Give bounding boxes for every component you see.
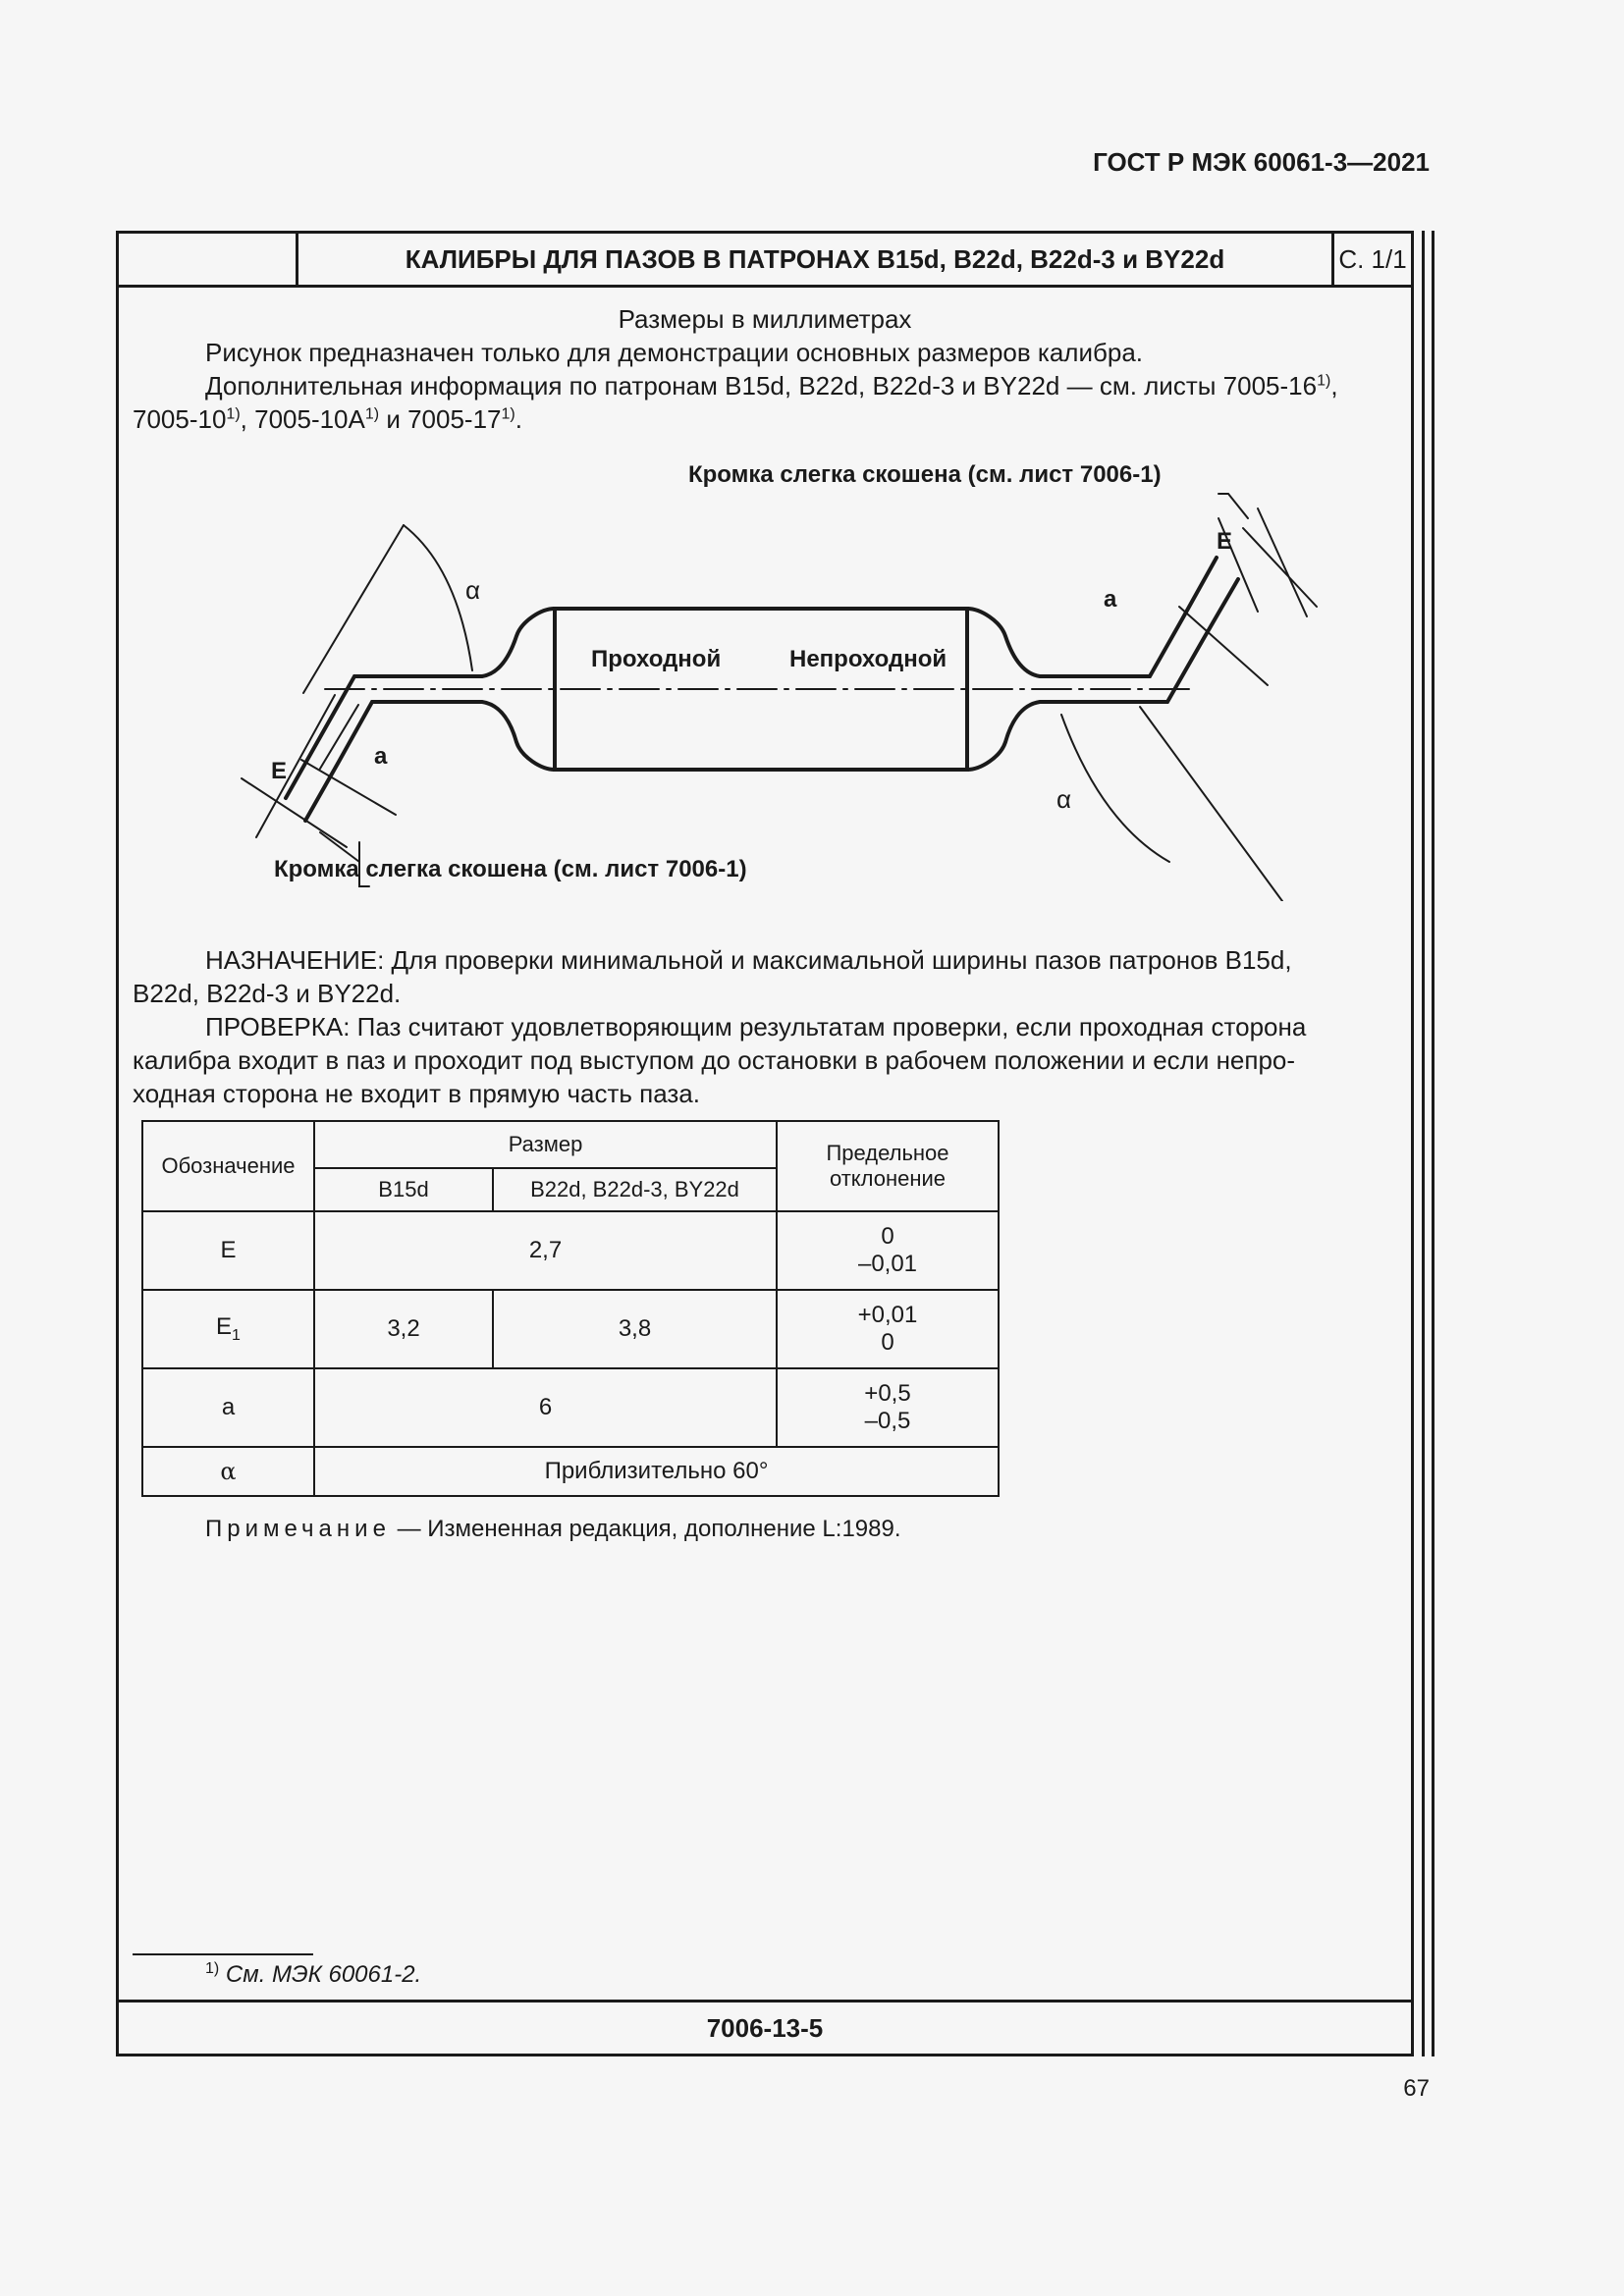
footnote-ref: 1) [1317,372,1331,390]
sheet-ref-7005-10: 7005-10 [133,404,227,434]
row-e1-letter: E [216,1313,233,1341]
note-label: Примечание [205,1516,391,1542]
intro-line-2-text: Дополнительная информация по патронам B15d, B22d, B22d-3 и BY22d — см. листы 7005-16 [205,371,1318,400]
row-a-tolerance [777,1368,999,1447]
footnote-ref: 1) [364,405,380,423]
row-e1-designation [142,1290,314,1368]
row-e-tol-up: 0 [881,1223,894,1250]
label-nogo-side: Непроходной [789,646,947,672]
left-alpha-arc [404,525,472,670]
right-leader [1218,494,1248,518]
label-edge-chamfer-bottom: Кромка слегка скошена (см. лист 7006-1) [274,856,747,882]
row-alpha-value: Приблизительно 60° [314,1447,999,1496]
left-neck-lower [305,702,555,821]
note [205,1516,901,1543]
footnote-separator [133,1953,313,1955]
header-b22d: B22d, B22d-3, BY22d [493,1168,777,1211]
right-ext-1 [1258,508,1307,616]
footnote-ref: 1) [501,405,515,423]
right-alpha-arc [1061,715,1169,862]
header-tolerance-1: Предельное [826,1141,949,1165]
label-go-side: Проходной [591,646,722,672]
page-number: 67 [1403,2075,1430,2102]
row-e-tolerance [777,1211,999,1290]
intro-line-1: Рисунок предназначен только для демонстрации основных размеров калибра. [205,338,1144,367]
label-alpha-left: α [465,575,481,605]
check-line-2: калибра входит в паз и проходит под выступом до остановки в рабочем положении и если непро- [133,1045,1296,1075]
row-alpha-designation: α [142,1447,314,1496]
purpose-line-1: НАЗНАЧЕНИЕ: Для проверки минимальной и максимальной ширины пазов патронов В15d, [205,945,1292,975]
intro-line-2-comma: , [1330,371,1338,400]
row-e-designation: E [142,1211,314,1290]
document-standard-number: ГОСТ Р МЭК 60061-3—2021 [1093,147,1430,177]
row-e1-tol-up: +0,01 [857,1302,918,1328]
row-a-value: 6 [314,1368,777,1447]
intro-line-3-end: . [514,404,522,434]
footnote-ref: 1) [226,405,241,423]
right-e-dim [1243,528,1317,607]
left-ext-1 [256,695,335,837]
label-e-right: E [1217,528,1233,555]
sheet-title: КАЛИБРЫ ДЛЯ ПАЗОВ В ПАТРОНАХ В15d, B22d, B22d-3 и BY22d [298,234,1334,285]
header-designation: Обозначение [142,1121,314,1211]
sheet-frame [116,231,1414,2056]
footnote-marker: 1) [205,1960,220,1977]
row-a-designation: a [142,1368,314,1447]
sheet-code: 7006-13-5 [119,2000,1411,2054]
right-alpha-leg [1140,707,1282,901]
units-note: Размеры в миллиметрах [618,304,912,334]
sheet-ref-7005-17: и 7005-17 [379,404,502,434]
frame-outer-line-1 [1422,231,1425,2056]
right-neck-upper [967,558,1217,676]
row-e1-b15d: 3,2 [314,1290,493,1368]
row-e-tol-low: –0,01 [857,1251,918,1277]
purpose-line-2: B22d, B22d-3 и BY22d. [133,979,402,1008]
header-size: Размер [314,1121,777,1168]
purpose-paragraph-line-1 [133,943,1399,977]
label-a-left: a [374,743,388,770]
row-e1-tol-low: 0 [881,1329,894,1356]
row-a-tol-up: +0,5 [864,1380,911,1407]
check-line-3: ходная сторона не входит в прямую часть паза. [133,1079,700,1108]
header-b15d: B15d [314,1168,493,1211]
header-tolerance-2: отклонение [829,1166,947,1191]
row-a-tol-low: –0,5 [864,1408,911,1434]
dimensions-table [141,1120,1000,1497]
check-line-1: ПРОВЕРКА: Паз считают удовлетворяющим результатам проверки, если проходная сторона [205,1012,1307,1041]
row-e1-subscript: 1 [232,1326,241,1344]
footnote [205,1961,421,1989]
note-text: — Измененная редакция, дополнение L:1989. [390,1516,901,1542]
row-e1-b22d: 3,8 [493,1290,777,1368]
sheet-ref-7005-10a: , 7005-10А [240,404,365,434]
sheet-page-indicator: С. 1/1 [1338,244,1407,274]
label-a-right: a [1104,586,1117,613]
label-e-left: E [271,758,288,784]
label-edge-chamfer-top: Кромка слегка скошена (см. лист 7006-1) [688,461,1162,488]
label-alpha-right: α [1056,784,1072,814]
frame-outer-line-2 [1432,231,1435,2056]
gauge-drawing [119,234,1411,901]
footnote-text: См. МЭК 60061-2. [219,1961,422,1988]
header-tolerance [777,1121,999,1211]
row-e1-tolerance [777,1290,999,1368]
right-a-dim [1179,607,1268,685]
left-alpha-leg [303,525,404,693]
row-e-value: 2,7 [314,1211,777,1290]
